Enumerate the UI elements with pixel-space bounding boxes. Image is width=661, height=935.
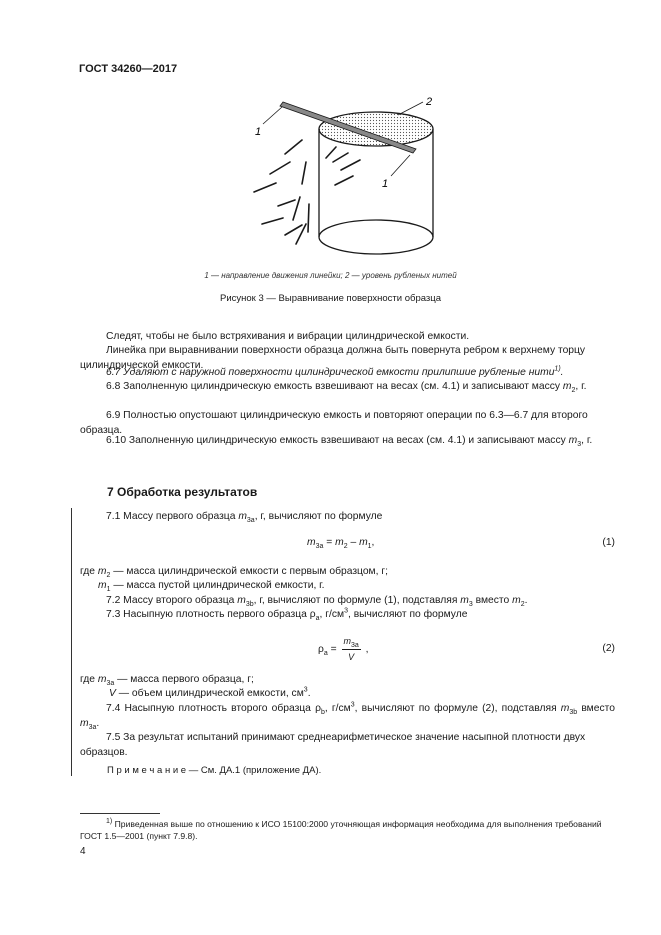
- where-m1: $m_1$ — масса пустой цилиндрической емкости, г.: [98, 580, 325, 594]
- paragraph: Линейка при выравнивании поверхности образца должна быть повернута ребром к верхнему торцу цилиндрической емкости.: [80, 345, 586, 371]
- equation-number-2: (2): [602, 643, 615, 654]
- page-number: 4: [80, 846, 86, 857]
- cylinder-top: [319, 112, 433, 146]
- paragraph-6-7: 6.7 Удаляют с наружной поверхности цилиндрической емкости прилипшие рубленые нити$^{1)}$.: [106, 365, 564, 378]
- label-1-right: 1: [382, 178, 389, 190]
- formula-2: $\rho_a$ = $\frac{m_{3a}}{V}$ ,: [318, 634, 369, 664]
- cylinder-bottom: [319, 237, 433, 254]
- figure-legend: 1 — направление движения линейки; 2 — уровень рубленых нитей: [204, 271, 457, 280]
- change-bar: [71, 508, 72, 776]
- paragraph-7-4: 7.4 Насыпную плотность второго образца $\rho_b$, $г/см^3$, вычисляют по формуле (2), подставляя $m_{3b}$ вместо $m_{3a}$.: [80, 701, 615, 731]
- paragraph-6-10: 6.10 Заполненную цилиндрическую емкость взвешивают на весах (см. 4.1) и записывают массу $m_3$, г.: [106, 435, 593, 449]
- paragraph-7-2: 7.2 Массу второго образца $m_{3b}$, г, вычисляют по формуле (1), подставляя $m_3$ вместо $m_2$.: [106, 595, 528, 609]
- label-1-left: 1: [255, 126, 262, 138]
- label-2: 2: [426, 96, 433, 108]
- paragraph-7-3: 7.3 Насыпную плотность первого образца $\rho_a$, $г/см^3$, вычисляют по формуле: [106, 607, 468, 623]
- section-7-title: 7 Обработка результатов: [107, 485, 258, 499]
- where-m2: где $m_2$ — масса цилиндрической емкости с первым образцом, г;: [80, 566, 388, 580]
- note: П р и м е ч а н и е — См. ДА.1 (приложение ДА).: [107, 765, 322, 776]
- fraction: $\frac{m_{3a}}{V}$: [343, 636, 359, 662]
- paragraph: Следят, чтобы не было встряхивания и вибрации цилиндрической емкости.: [106, 331, 470, 342]
- paragraph-6-8: 6.8 Заполненную цилиндрическую емкость взвешивают на весах (см. 4.1) и записывают массу $m_2$, г.: [106, 381, 587, 395]
- footnote-separator: [80, 813, 160, 814]
- where-v: V — объем цилиндрической емкости, $см^3$.: [109, 686, 311, 699]
- document-header: ГОСТ 34260—2017: [79, 63, 178, 75]
- equation-number-1: (1): [602, 537, 615, 548]
- where-m3a: где $m_{3a}$ — масса первого образца, г;: [80, 674, 254, 688]
- flying-fibers: [254, 140, 360, 244]
- formula-1: $m_{3a} = m_2 - m_1$,: [307, 537, 375, 551]
- figure-3-drawing: [240, 92, 480, 262]
- footnote: $^{1)}$ Приведенная выше по отношению к ИСО 15100:2000 уточняющая информация необходима для выполнения требований ГОСТ 1.5—2001 (пункт 7.9.8).: [80, 818, 602, 841]
- paragraph-6-9: 6.9 Полностью опустошают цилиндрическую емкость и повторяют операции по 6.3—6.7 для второго образца.: [80, 410, 588, 436]
- paragraph-7-5: 7.5 За результат испытаний принимают среднеарифметическое значение насыпной плотности двух образцов.: [80, 732, 586, 758]
- figure-caption: Рисунок 3 — Выравнивание поверхности образца: [220, 293, 441, 304]
- paragraph-7-1: 7.1 Массу первого образца $m_{3a}$, г, вычисляют по формуле: [106, 511, 383, 525]
